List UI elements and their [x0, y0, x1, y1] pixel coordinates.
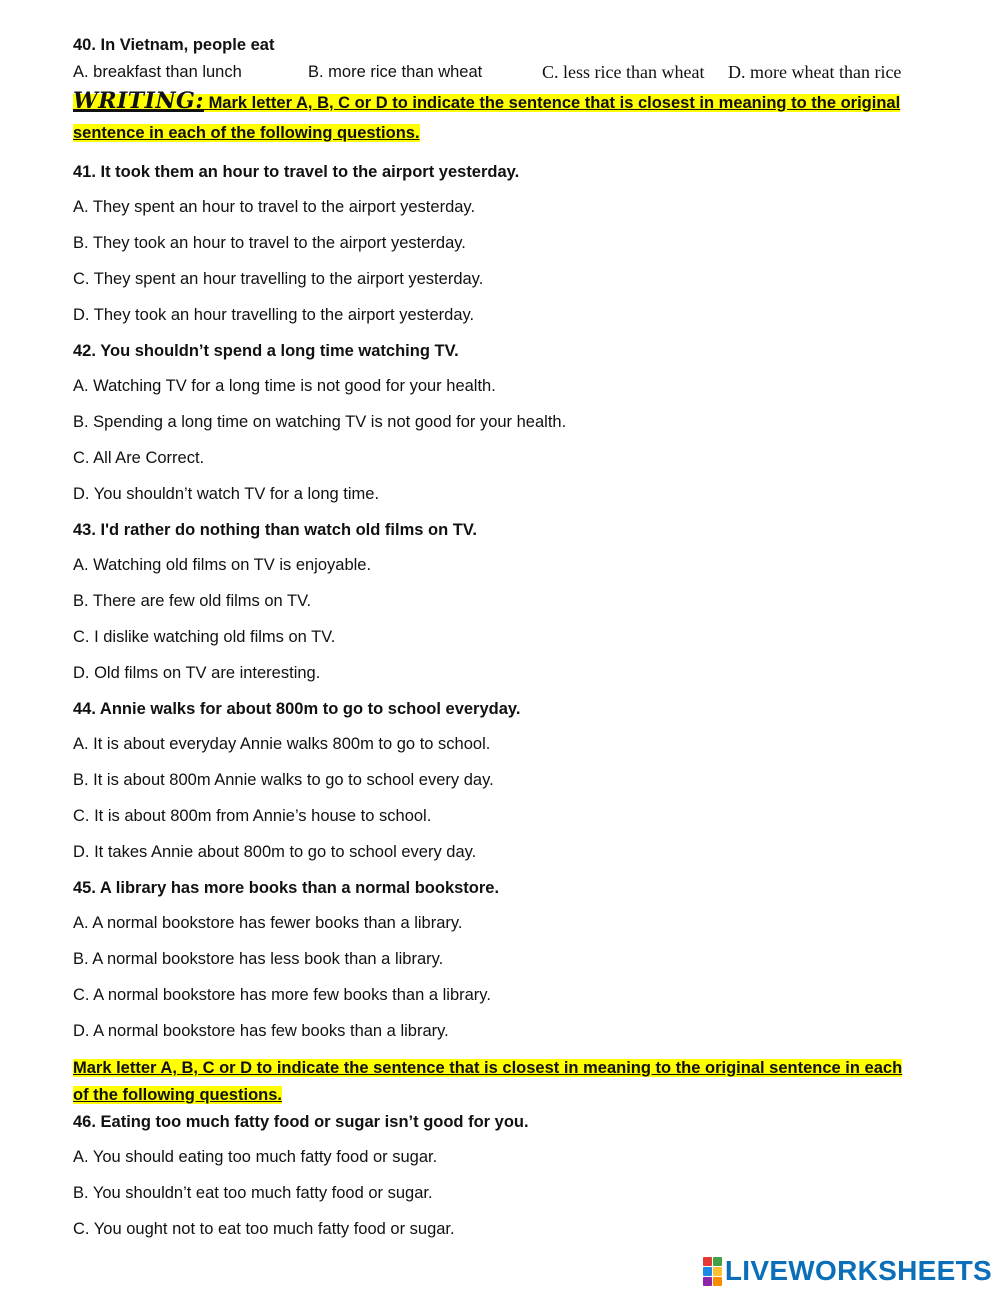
question-40-option-a[interactable]: A. breakfast than lunch [73, 63, 242, 81]
question-43 [73, 519, 953, 684]
option-c[interactable]: C. A normal bookstore has more few books than a library. [73, 986, 491, 1004]
option-d[interactable]: D. Old films on TV are interesting. [73, 664, 321, 682]
writing-label: WRITING: [73, 88, 204, 114]
option-b[interactable]: B. There are few old films on TV. [73, 592, 312, 610]
question-46 [73, 1111, 953, 1240]
option-a[interactable]: A. Watching old films on TV is enjoyable. [73, 556, 372, 574]
instruction-2 [73, 1055, 953, 1109]
question-title: 46. Eating too much fatty food or sugar isn’t good for you. [73, 1113, 529, 1131]
instruction-2-line-2: of the following questions. [73, 1086, 282, 1104]
option-b[interactable]: B. You shouldn’t eat too much fatty food or sugar. [73, 1184, 433, 1202]
question-40-options [73, 61, 953, 83]
option-d[interactable]: D. You shouldn’t watch TV for a long time. [73, 485, 380, 503]
writing-instruction-line-1: Mark letter A, B, C or D to indicate the sentence that is closest in meaning to the original [208, 94, 901, 112]
question-title: 44. Annie walks for about 800m to go to school everyday. [73, 700, 521, 718]
writing-instruction [73, 86, 953, 148]
option-b[interactable]: B. It is about 800m Annie walks to go to school every day. [73, 771, 494, 789]
option-a[interactable]: A. A normal bookstore has fewer books than a library. [73, 914, 463, 932]
questions-41-45 [73, 161, 953, 1042]
question-title: 41. It took them an hour to travel to the airport yesterday. [73, 163, 520, 181]
question-40-title: 40. In Vietnam, people eat [73, 36, 275, 54]
question-42 [73, 340, 953, 505]
question-title: 43. I'd rather do nothing than watch old films on TV. [73, 521, 477, 539]
question-title: 42. You shouldn’t spend a long time watching TV. [73, 342, 459, 360]
question-title: 45. A library has more books than a normal bookstore. [73, 879, 500, 897]
question-40-option-c[interactable]: C. less rice than wheat [542, 62, 705, 82]
instruction-2-line-1: Mark letter A, B, C or D to indicate the sentence that is closest in meaning to the original sentence in each [73, 1059, 903, 1077]
question-44 [73, 698, 953, 863]
option-c[interactable]: C. They spent an hour travelling to the airport yesterday. [73, 270, 484, 288]
writing-instruction-line-2: sentence in each of the following questions. [73, 124, 420, 142]
option-b[interactable]: B. A normal bookstore has less book than a library. [73, 950, 444, 968]
option-d[interactable]: D. It takes Annie about 800m to go to school every day. [73, 843, 477, 861]
question-45 [73, 877, 953, 1042]
option-b[interactable]: B. Spending a long time on watching TV is not good for your health. [73, 413, 567, 431]
option-a[interactable]: A. You should eating too much fatty food or sugar. [73, 1148, 438, 1166]
option-d[interactable]: D. They took an hour travelling to the airport yesterday. [73, 306, 475, 324]
question-41 [73, 161, 953, 326]
option-c[interactable]: C. It is about 800m from Annie’s house to school. [73, 807, 432, 825]
question-40-option-d[interactable]: D. more wheat than rice [728, 62, 902, 82]
option-c[interactable]: C. You ought not to eat too much fatty food or sugar. [73, 1220, 455, 1238]
liveworksheets-logo-mark [703, 1257, 722, 1286]
option-d[interactable]: D. A normal bookstore has few books than a library. [73, 1022, 449, 1040]
option-a[interactable]: A. It is about everyday Annie walks 800m to go to school. [73, 735, 491, 753]
worksheet-page [73, 34, 953, 1240]
question-40-option-b[interactable]: B. more rice than wheat [308, 63, 483, 81]
option-a[interactable]: A. They spent an hour to travel to the airport yesterday. [73, 198, 476, 216]
option-c[interactable]: C. I dislike watching old films on TV. [73, 628, 336, 646]
option-b[interactable]: B. They took an hour to travel to the airport yesterday. [73, 234, 466, 252]
question-40 [73, 34, 953, 83]
option-c[interactable]: C. All Are Correct. [73, 449, 205, 467]
liveworksheets-logo [703, 1254, 992, 1288]
option-a[interactable]: A. Watching TV for a long time is not good for your health. [73, 377, 496, 395]
liveworksheets-logo-text: LIVEWORKSHEETS [724, 1255, 992, 1286]
